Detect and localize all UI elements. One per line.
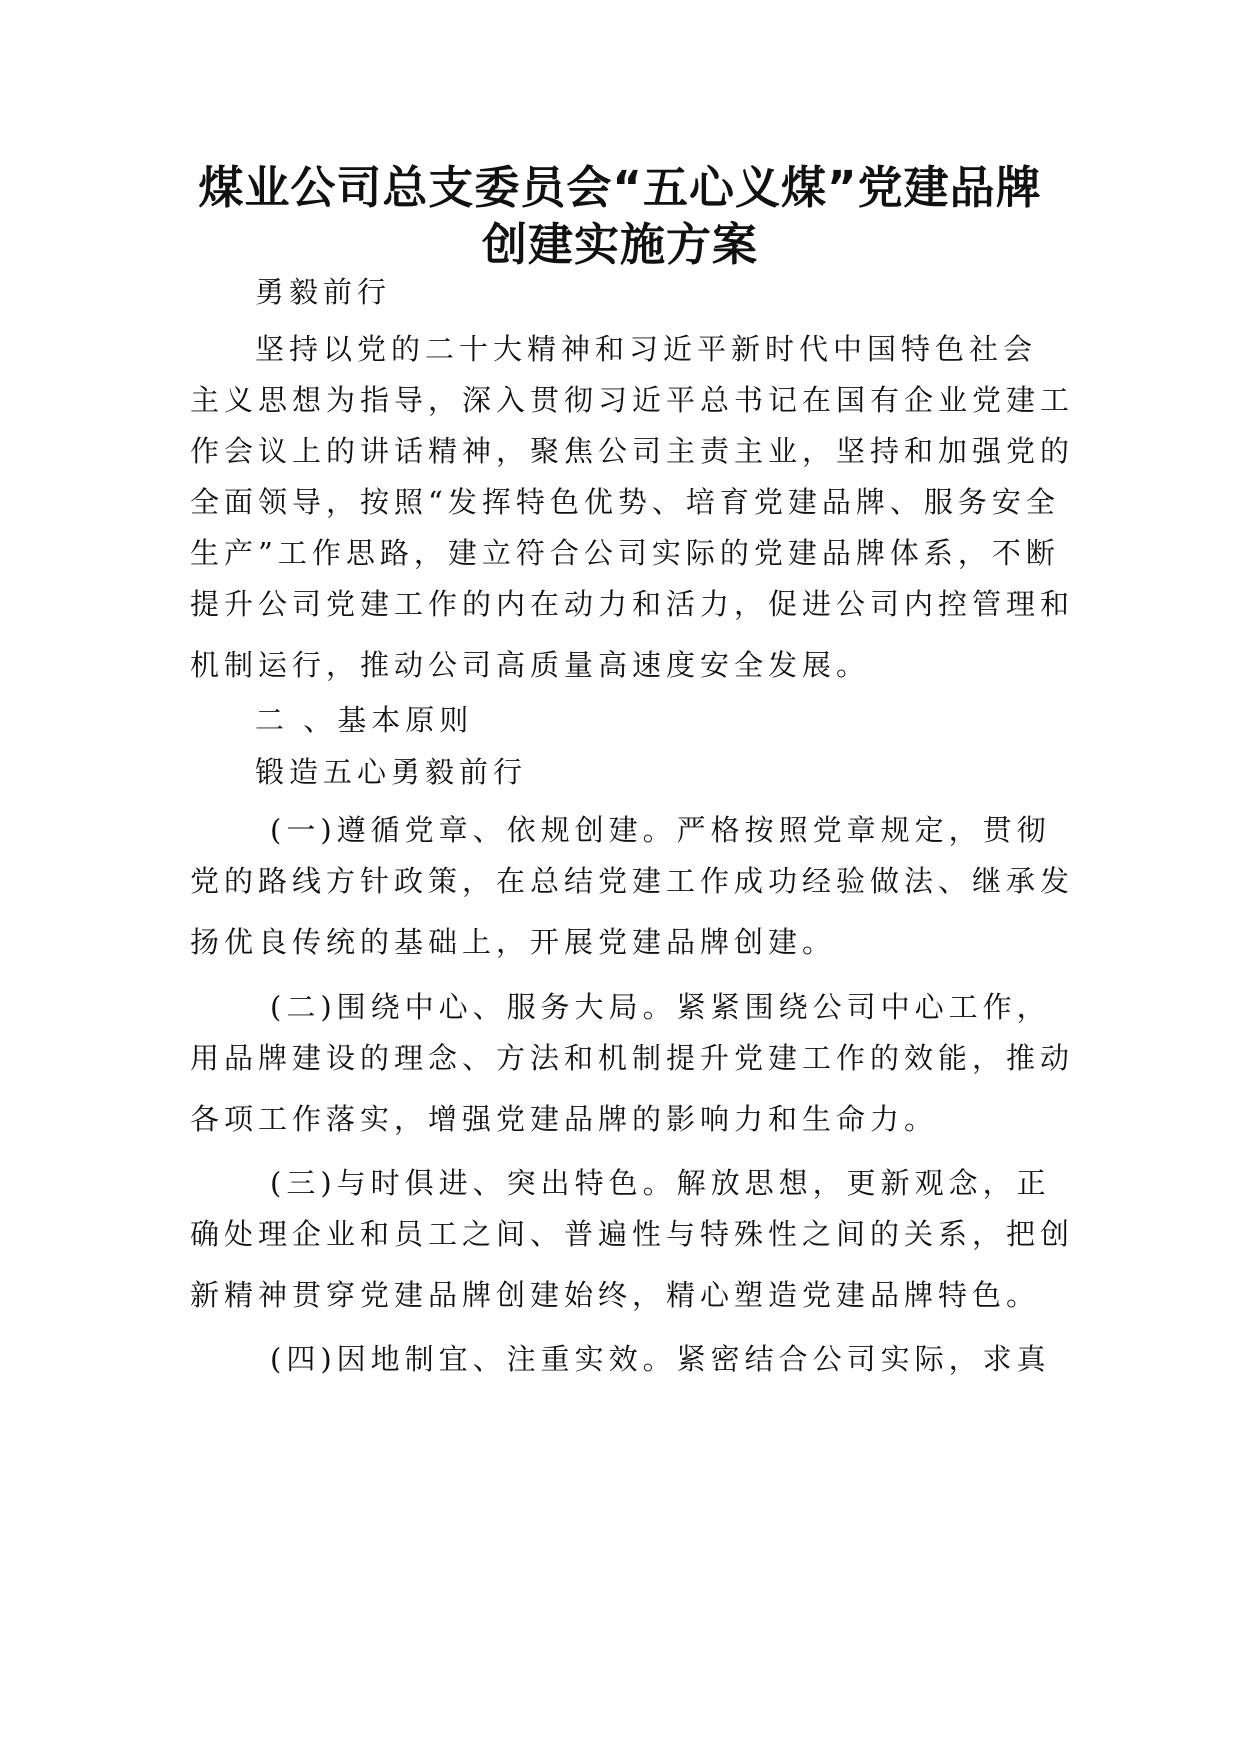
- document-title-line-1: 煤业公司总支委员会“五心义煤”党建品牌: [198, 161, 1042, 214]
- section-subtitle: 锻造五心勇毅前行: [255, 755, 528, 789]
- paragraph-line: 提升公司党建工作的内在动力和活力，促进公司内控管理和: [190, 587, 1075, 621]
- paragraph-line: 确处理企业和员工之间、普遍性与特殊性之间的关系，把创: [190, 1217, 1075, 1251]
- section-heading: 二 、基本原则: [255, 703, 474, 737]
- paragraph-line: 坚持以党的二十大精神和习近平新时代中国特色社会: [255, 332, 1038, 366]
- principle-item: (二)围绕中心、服务大局。紧紧围绕公司中心工作，: [270, 990, 1051, 1024]
- paragraph-line: 新精神贯穿党建品牌创建始终，精心塑造党建品牌特色。: [190, 1278, 1041, 1312]
- principle-item: (一)遵循党章、依规创建。严格按照党章规定，贯彻: [270, 813, 1051, 847]
- paragraph-line: 用品牌建设的理念、方法和机制提升党建工作的效能，推动: [190, 1041, 1075, 1075]
- paragraph-line: 作会议上的讲话精神，聚焦公司主责主业，坚持和加强党的: [190, 434, 1075, 468]
- section-subtitle: 勇毅前行: [255, 275, 392, 309]
- principle-item: (三)与时俱进、突出特色。解放思想，更新观念，正: [270, 1166, 1051, 1200]
- paragraph-line: 机制运行，推动公司高质量高速度安全发展。: [190, 648, 871, 682]
- paragraph-line: 全面领导，按照“发挥特色优势、培育党建品牌、服务安全: [190, 485, 1060, 519]
- document-title-line-2: 创建实施方案: [481, 218, 758, 271]
- paragraph-line: 党的路线方针政策，在总结党建工作成功经验做法、继承发: [190, 864, 1075, 898]
- paragraph-line: 主义思想为指导，深入贯彻习近平总书记在国有企业党建工: [190, 383, 1075, 417]
- paragraph-line: 生产”工作思路，建立符合公司实际的党建品牌体系，不断: [190, 536, 1060, 570]
- paragraph-line: 扬优良传统的基础上，开展党建品牌创建。: [190, 925, 837, 959]
- paragraph-line: 各项工作落实，增强党建品牌的影响力和生命力。: [190, 1102, 939, 1136]
- principle-item: (四)因地制宜、注重实效。紧密结合公司实际，求真: [270, 1342, 1051, 1376]
